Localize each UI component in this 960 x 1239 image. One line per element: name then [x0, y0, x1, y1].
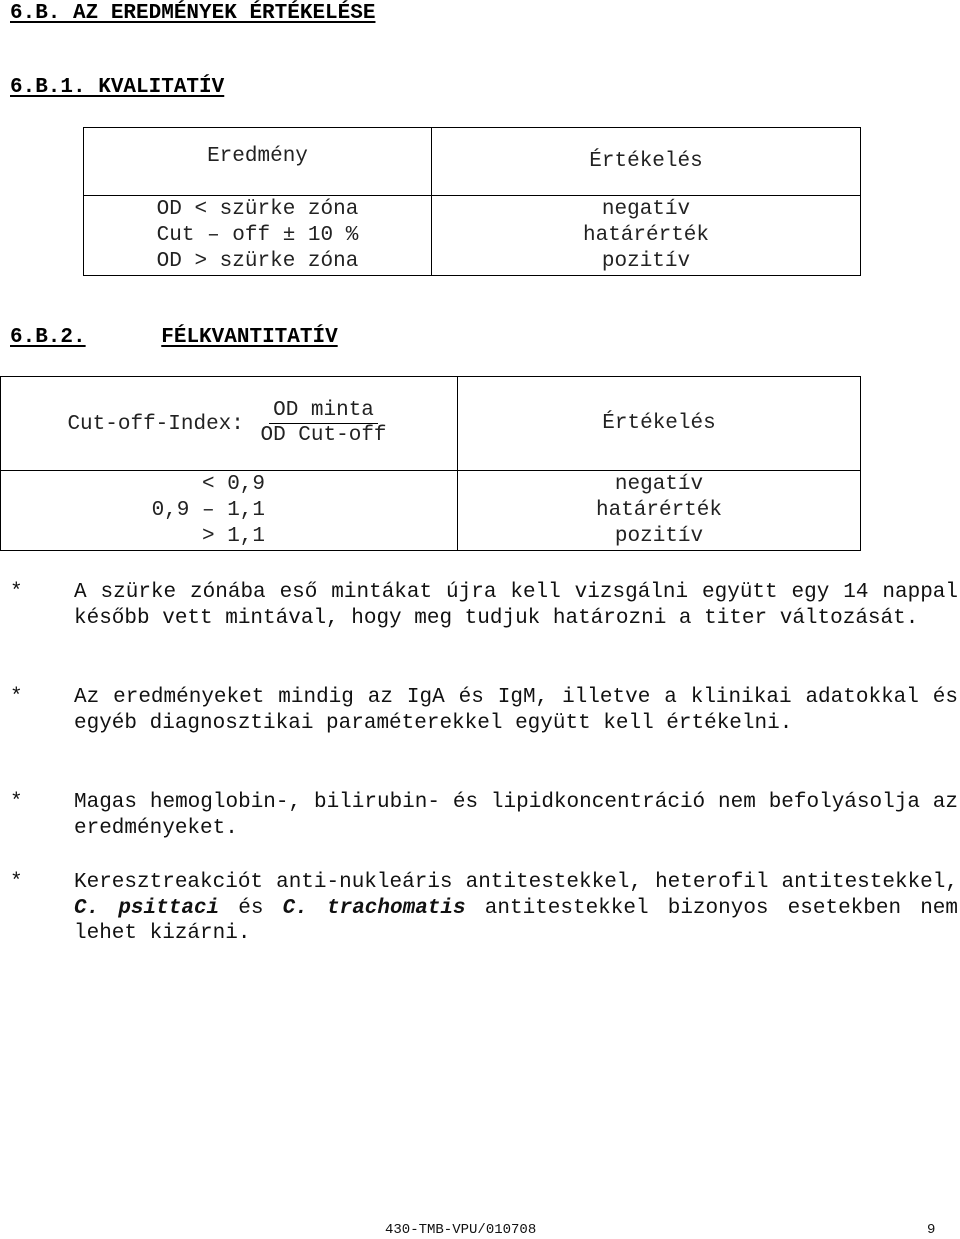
qual-result-row: OD > szürke zóna — [156, 249, 359, 273]
fraction-numerator: OD minta — [269, 399, 378, 424]
note-text: A szürke zónába eső mintákat újra kell vizsgálni együtt egy 14 nappal később vett mintával, hogy meg tudjuk határozni a titer változását. — [74, 581, 958, 630]
qual-header-result: Eredmény — [84, 128, 432, 196]
qual-results-cell — [84, 196, 432, 276]
qual-result-row: Cut – off ± 10 % — [156, 223, 359, 247]
bullet-asterisk: * — [10, 871, 23, 894]
cutoff-fraction — [257, 399, 391, 448]
note-evaluation — [10, 685, 958, 736]
qualitative-table — [83, 127, 861, 276]
semi-result-row: > 1,1 — [201, 524, 265, 548]
bullet-asterisk: * — [10, 581, 23, 604]
semi-evaluations-cell — [458, 471, 861, 551]
note-text-part: Keresztreakciót anti-nukleáris antitestekkel, heterofil antitestekkel, — [74, 871, 958, 894]
note-cross-reaction — [10, 870, 958, 947]
section-heading-qualitative: 6.B.1. KVALITATÍV — [10, 76, 225, 99]
species-name: C. trachomatis — [282, 896, 466, 920]
note-interference — [10, 790, 958, 841]
semi-result-row: 0,9 – 1,1 — [151, 498, 265, 522]
semi-header-evaluation: Értékelés — [458, 377, 861, 471]
footer-document-code: 430-TMB-VPU/010708 — [385, 1222, 537, 1238]
semiquantitative-table — [0, 376, 861, 551]
note-text-part: antitestekkel bizonyos esetekben nem lehet kizárni. — [74, 896, 959, 945]
bullet-asterisk: * — [10, 686, 23, 709]
semi-results-cell — [1, 471, 458, 551]
section-heading-semiquantitative: 6.B.2. FÉLKVANTITATÍV — [10, 326, 338, 349]
semi-evaluation-row: határérték — [595, 498, 723, 522]
qual-result-row: OD < szürke zóna — [156, 197, 359, 221]
species-name: C. psittaci — [74, 896, 220, 920]
fraction-denominator: OD Cut-off — [260, 424, 387, 447]
qual-evaluation-row: határérték — [582, 223, 710, 247]
semi-evaluation-row: negatív — [614, 472, 704, 496]
qual-header-evaluation: Értékelés — [432, 128, 861, 196]
note-text — [74, 870, 958, 947]
note-gray-zone — [10, 580, 958, 631]
note-text: Az eredményeket mindig az IgA és IgM, illetve a klinikai adatokkal és egyéb diagnosztikai paraméterekkel együtt kell értékelni. — [74, 686, 958, 735]
section-heading-main: 6.B. AZ EREDMÉNYEK ÉRTÉKELÉSE — [10, 2, 376, 25]
semi-evaluation-row: pozitív — [614, 524, 704, 548]
qual-evaluation-row: pozitív — [601, 249, 691, 273]
note-text-part: és — [238, 896, 264, 920]
cutoff-index-cell — [1, 377, 458, 471]
bullet-asterisk: * — [10, 791, 23, 814]
semi-result-row: < 0,9 — [201, 472, 265, 496]
footer-page-number: 9 — [927, 1222, 936, 1238]
qual-evaluations-cell — [432, 196, 861, 276]
note-text: Magas hemoglobin-, bilirubin- és lipidkoncentráció nem befolyásolja az eredményeket. — [74, 791, 958, 840]
qual-evaluation-row: negatív — [601, 197, 691, 221]
cutoff-index-label: Cut-off-Index: — [67, 413, 244, 437]
